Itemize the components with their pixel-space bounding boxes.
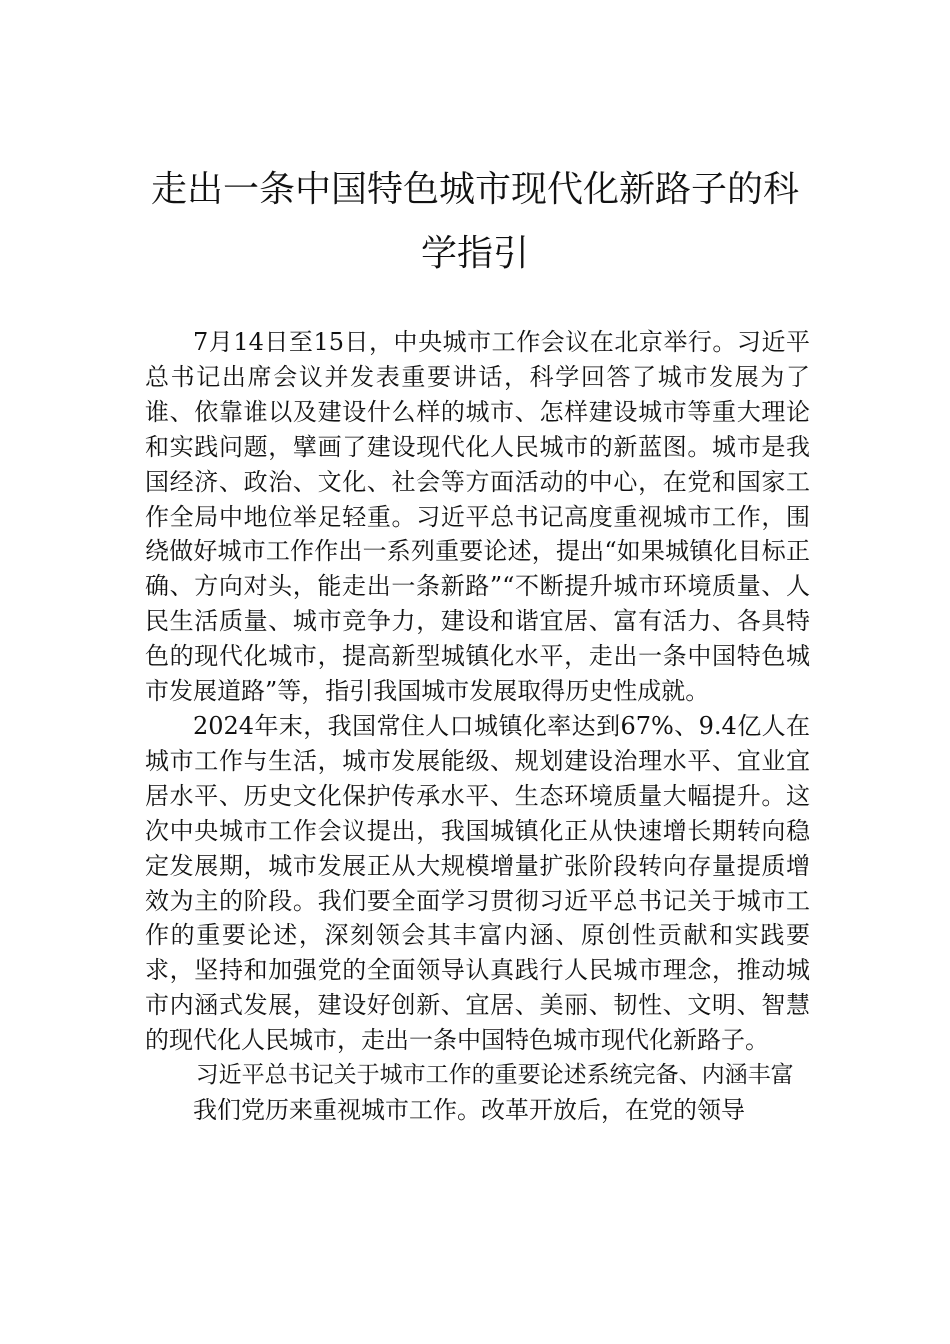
- body-paragraph-2: 2024年末，我国常住人口城镇化率达到67%、9.4亿人在城市工作与生活，城市发展能级、规划建设治理水平、宜业宜居水平、历史文化保护传承水平、生态环境质量大幅提升。这次中央城市工作会议提出，我国城镇化正从快速增长期转向稳定发展期，城市发展正从大规模增量扩张阶段转向存量提质增效为主的阶段。我们要全面学习贯彻习近平总书记关于城市工作的重要论述，深刻领会其丰富内涵、原创性贡献和实践要求，坚持和加强党的全面领导认真践行人民城市理念，推动城市内涵式发展，建设好创新、宜居、美丽、韧性、文明、智慧的现代化人民城市，走出一条中国特色城市现代化新路子。: [145, 711, 810, 1055]
- document-body: [145, 325, 810, 1128]
- body-paragraph-3: 我们党历来重视城市工作。改革开放后，在党的领导: [193, 1095, 745, 1124]
- body-paragraph-1: 7月14日至15日，中央城市工作会议在北京举行。习近平总书记出席会议并发表重要讲话，科学回答了城市发展为了谁、依靠谁以及建设什么样的城市、怎样建设城市等重大理论和实践问题，擘画了建设现代化人民城市的新蓝图。城市是我国经济、政治、文化、社会等方面活动的中心，在党和国家工作全局中地位举足轻重。习近平总书记高度重视城市工作，围绕做好城市工作作出一系列重要论述，提出“如果城镇化目标正确、方向对头，能走出一条新路”“不断提升城市环境质量、人民生活质量、城市竞争力，建设和谐宜居、富有活力、各具特色的现代化城市，提高新型城镇化水平，走出一条中国特色城市发展道路”等，指引我国城市发展取得历史性成就。: [145, 328, 810, 706]
- section-subheading: 习近平总书记关于城市工作的重要论述系统完备、内涵丰富: [195, 1062, 794, 1089]
- document-title: 走出一条中国特色城市现代化新路子的科学指引: [150, 169, 799, 274]
